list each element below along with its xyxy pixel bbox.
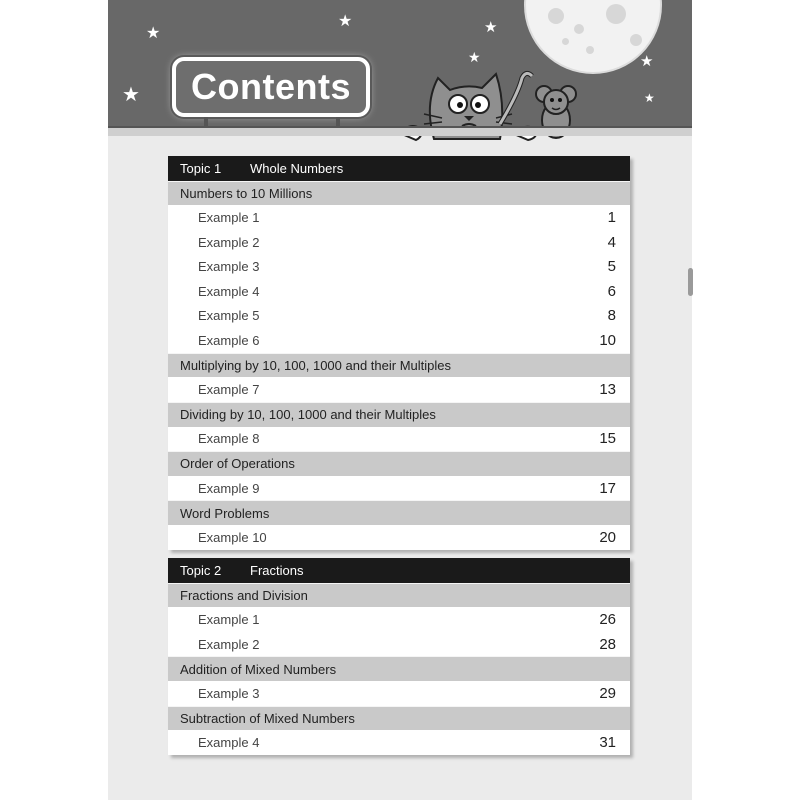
example-label: Example 2 [198, 636, 260, 652]
section-heading [168, 181, 630, 206]
section-heading [168, 451, 630, 476]
section-title: Addition of Mixed Numbers [180, 661, 337, 677]
section-heading [168, 402, 630, 427]
example-label: Example 4 [198, 283, 260, 299]
example-entry [168, 377, 630, 402]
star-icon: ★ [640, 53, 654, 70]
page-number: 1 [607, 208, 616, 226]
example-entry [168, 328, 630, 353]
page-number: 26 [599, 610, 616, 628]
example-entry [168, 427, 630, 452]
example-label: Example 6 [198, 332, 260, 348]
star-icon: ★ [338, 13, 353, 30]
example-entry [168, 230, 630, 255]
section-heading [168, 353, 630, 378]
section-heading [168, 656, 630, 681]
star-icon: ★ [484, 19, 498, 36]
section-title: Subtraction of Mixed Numbers [180, 710, 355, 726]
star-icon: ★ [146, 25, 161, 42]
page-number: 29 [599, 684, 616, 702]
example-label: Example 3 [198, 259, 260, 275]
example-entry [168, 730, 630, 755]
example-entry [168, 681, 630, 706]
book-page [108, 0, 692, 800]
page-number: 28 [599, 635, 616, 653]
section-title: Word Problems [180, 505, 270, 521]
example-entry [168, 607, 630, 632]
page-number: 17 [599, 479, 616, 497]
page-number: 8 [607, 307, 616, 325]
page-edge-tab [688, 268, 693, 296]
section-title: Fractions and Division [180, 587, 308, 603]
example-label: Example 2 [198, 234, 260, 250]
example-entry [168, 254, 630, 279]
star-icon: ★ [644, 91, 655, 105]
example-label: Example 9 [198, 480, 260, 496]
example-label: Example 4 [198, 734, 260, 750]
page-number: 31 [599, 733, 616, 751]
example-entry [168, 304, 630, 329]
example-entry [168, 279, 630, 304]
page-number: 6 [607, 282, 616, 300]
topic-number: Topic 1 [180, 160, 222, 176]
section-title: Order of Operations [180, 456, 295, 472]
page-number: 15 [599, 430, 616, 448]
page-number: 20 [599, 528, 616, 546]
example-label: Example 1 [198, 611, 260, 627]
example-label: Example 8 [198, 431, 260, 447]
example-entry [168, 525, 630, 550]
page-number: 5 [607, 258, 616, 276]
example-label: Example 1 [198, 209, 260, 225]
topic-header [168, 558, 630, 583]
contents-title-box [172, 57, 370, 117]
topic-1-table [168, 156, 630, 550]
page-number: 13 [599, 381, 616, 399]
section-title: Dividing by 10, 100, 1000 and their Multiples [180, 407, 436, 423]
example-label: Example 5 [198, 308, 260, 324]
star-icon: ★ [122, 84, 140, 106]
page-number: 4 [607, 233, 616, 251]
example-label: Example 3 [198, 685, 260, 701]
page-title: Contents [191, 66, 351, 107]
star-icon: ★ [468, 49, 481, 65]
topic-number: Topic 2 [180, 562, 222, 578]
example-label: Example 7 [198, 382, 260, 398]
topic-name: Whole Numbers [250, 160, 344, 176]
section-heading [168, 500, 630, 525]
section-title: Numbers to 10 Millions [180, 185, 313, 201]
section-title: Multiplying by 10, 100, 1000 and their Multiples [180, 358, 451, 374]
example-entry [168, 476, 630, 501]
section-heading [168, 583, 630, 608]
section-heading [168, 706, 630, 731]
example-label: Example 10 [198, 529, 267, 545]
topic-2-table [168, 558, 630, 755]
topic-name: Fractions [250, 562, 304, 578]
topic-header [168, 156, 630, 181]
example-entry [168, 632, 630, 657]
page-number: 10 [599, 331, 616, 349]
example-entry [168, 205, 630, 230]
ground-strip [108, 126, 692, 136]
